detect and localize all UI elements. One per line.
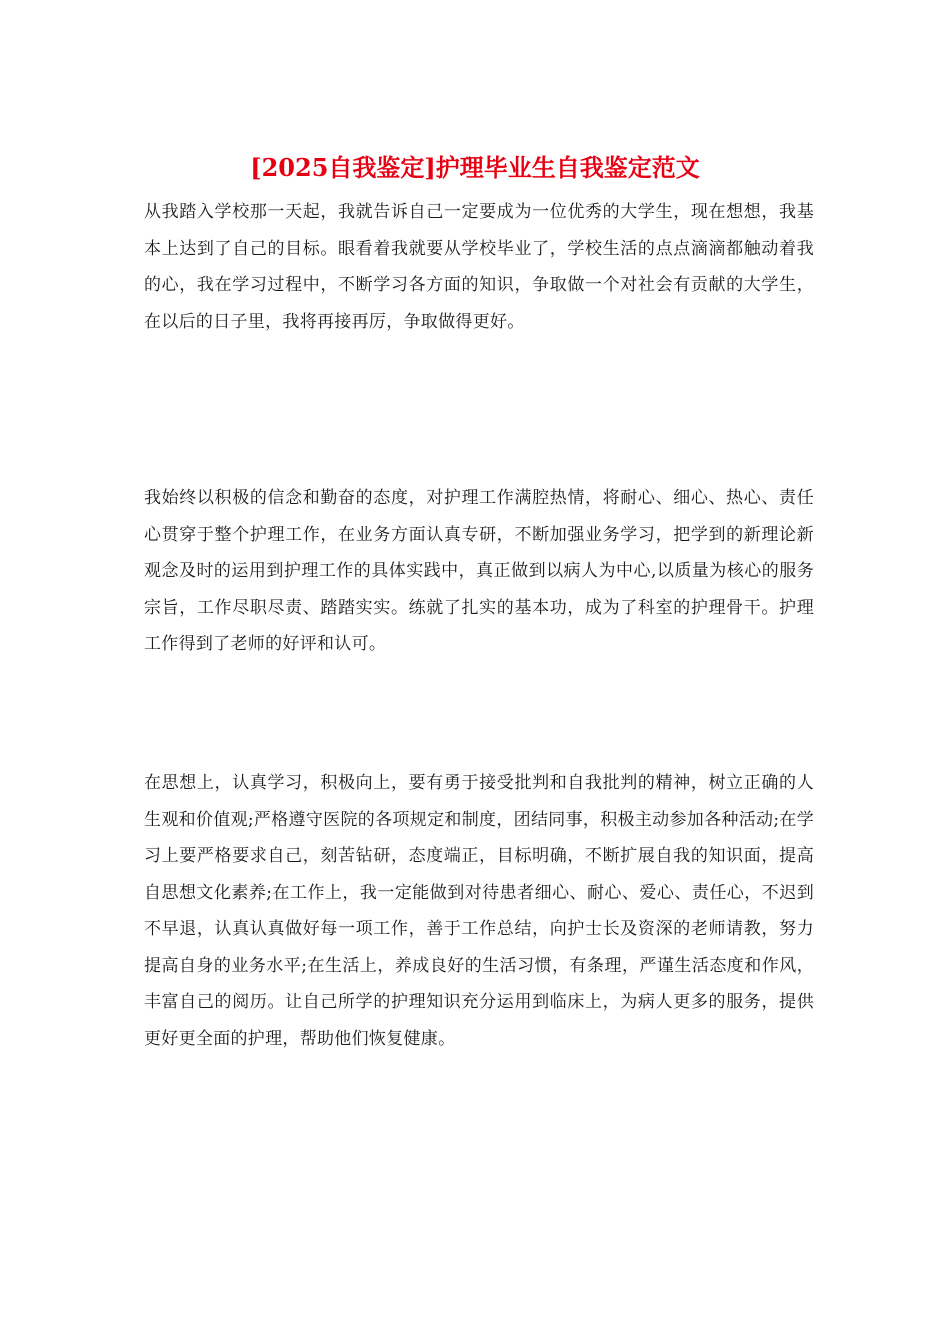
document-title: [2025自我鉴定]护理毕业生自我鉴定范文 [250, 153, 700, 182]
paragraph-work-attitude: 我始终以积极的信念和勤奋的态度，对护理工作满腔热情，将耐心、细心、热心、责任心贯穿于整个护理工作，在业务方面认真专研，不断加强业务学习，把学到的新理论新观念及时的运用到护理工作的具体实践中，真正做到以病人为中心,以质量为核心的服务宗旨，工作尽职尽责、踏踏实实。练就了扎实的基本功，成为了科室的护理骨干。护理工作得到了老师的好评和认可。 [144, 488, 814, 654]
paragraph-intro: 从我踏入学校那一天起，我就告诉自己一定要成为一位优秀的大学生，现在想想，我基本上达到了自己的目标。眼看着我就要从学校毕业了，学校生活的点点滴滴都触动着我的心，我在学习过程中，不断学习各方面的知识，争取做一个对社会有贡献的大学生，在以后的日子里，我将再接再厉，争取做得更好。 [144, 202, 814, 332]
paragraph-self-improvement: 在思想上，认真学习，积极向上，要有勇于接受批判和自我批判的精神，树立正确的人生观和价值观;严格遵守医院的各项规定和制度，团结同事，积极主动参加各种活动;在学习上要严格要求自己，刻苦钻研，态度端正，目标明确，不断扩展自我的知识面，提高自思想文化素养;在工作上，我一定能做到对待患者细心、耐心、爱心、责任心，不迟到不早退，认真认真做好每一项工作，善于工作总结，向护士长及资深的老师请教，努力提高自身的业务水平;在生活上，养成良好的生活习惯，有条理，严谨生活态度和作风，丰富自己的阅历。让自己所学的护理知识充分运用到临床上，为病人更多的服务，提供更好更全面的护理，帮助他们恢复健康。 [144, 773, 814, 1049]
